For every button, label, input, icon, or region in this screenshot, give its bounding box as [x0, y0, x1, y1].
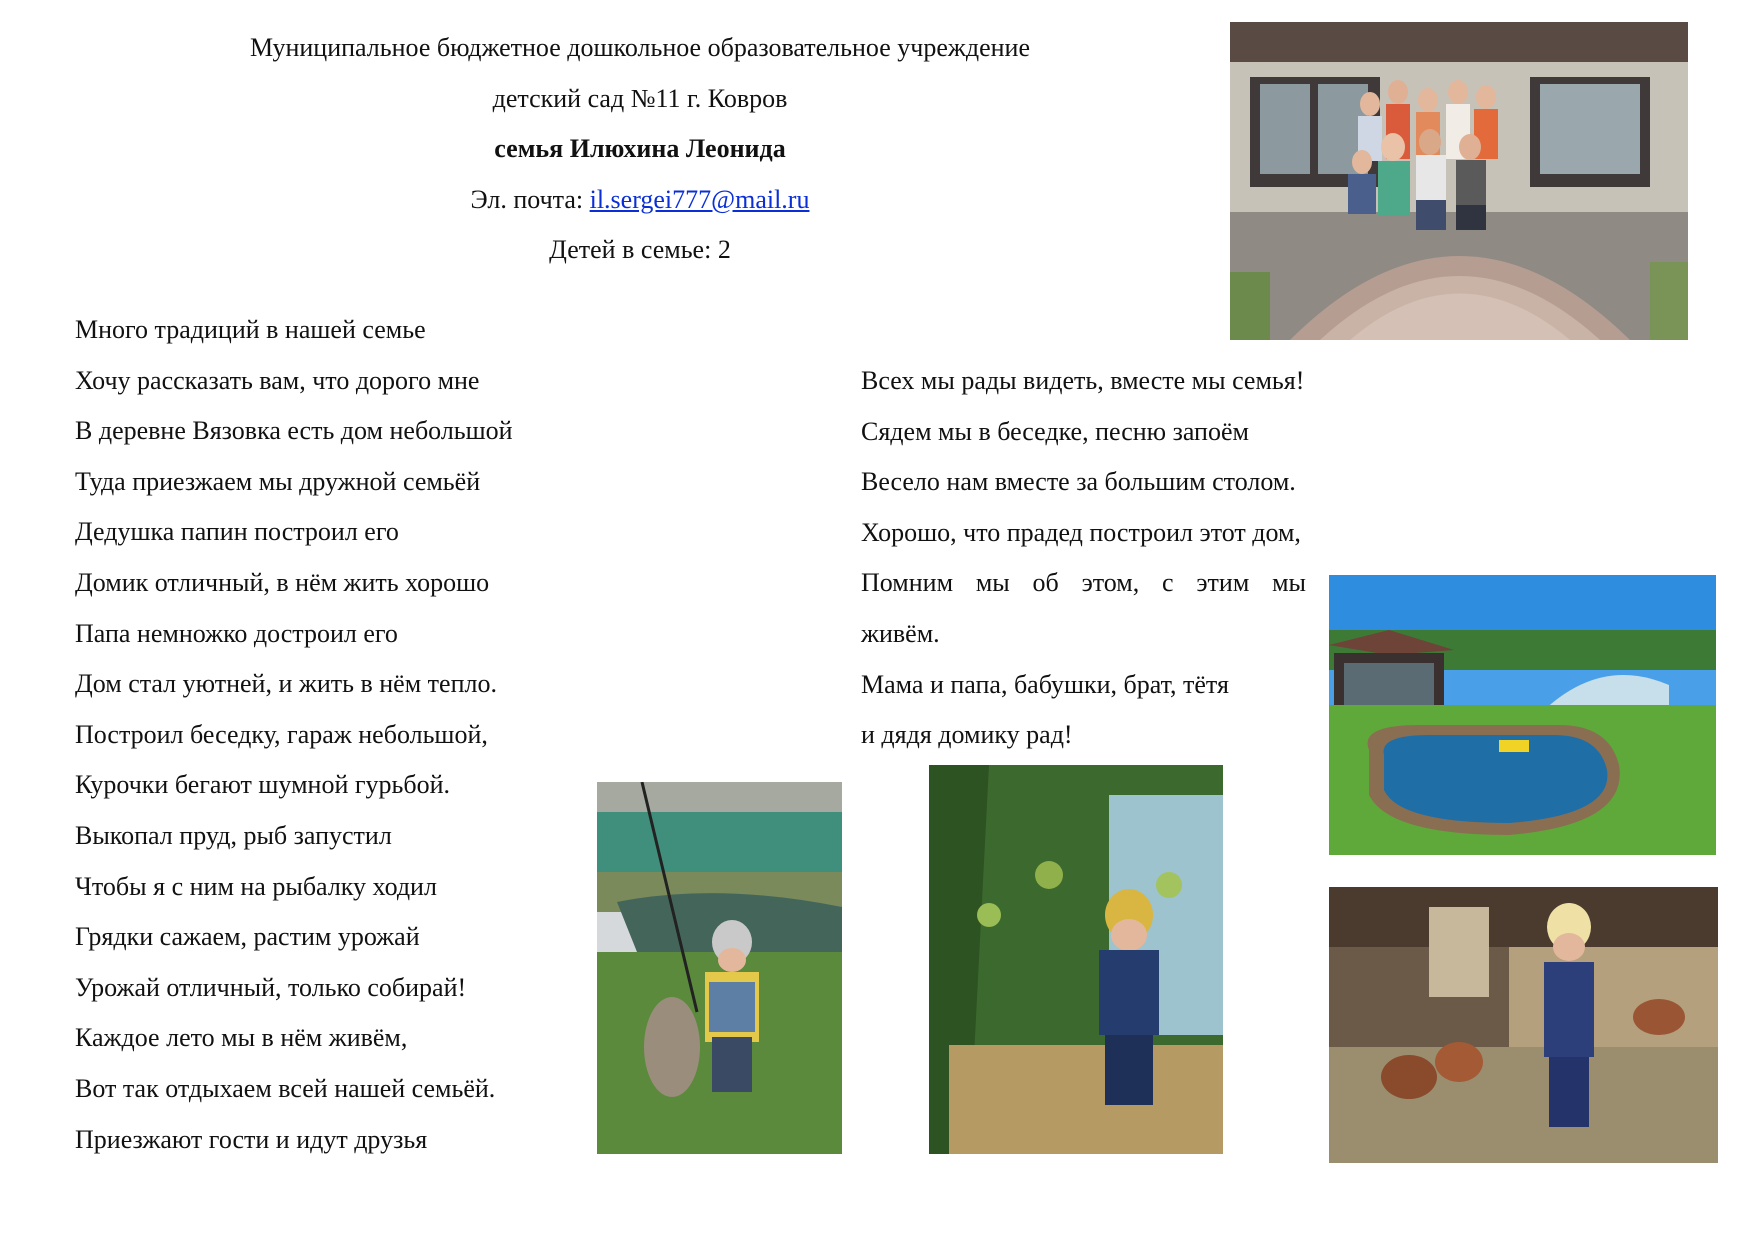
email-line: [160, 180, 1120, 231]
poem-line: Сядем мы в беседке, песню запоём: [861, 416, 1249, 446]
poem-line: Много традиций в нашей семье: [75, 315, 426, 344]
boy-chickens-photo: [1329, 887, 1718, 1163]
poem-line: [861, 563, 1306, 614]
boy-fishing-photo: [597, 782, 842, 1154]
poem-line: Хочу рассказать вам, что дорого мне: [75, 365, 480, 395]
poem-line: и дядя домику рад!: [861, 720, 1073, 750]
poem-line: Мама и папа, бабушки, брат, тётя: [861, 669, 1229, 699]
poem-line: Чтобы я с ним на рыбалку ходил: [75, 871, 437, 901]
poem-line: Туда приезжаем мы дружной семьёй: [75, 466, 481, 496]
family-porch-photo: [1230, 22, 1688, 340]
poem-line: Папа немножко достроил его: [75, 618, 398, 648]
poem-right-column: [861, 361, 1316, 766]
poem-line: Всех мы рады видеть, вместе мы семья!: [861, 366, 1305, 395]
institution-name: Муниципальное бюджетное дошкольное образовательное учреждение: [250, 33, 1030, 62]
poem-line: Хорошо, что прадед построил этот дом,: [861, 517, 1301, 547]
poem-line: Весело нам вместе за большим столом.: [861, 467, 1296, 497]
poem-line: Построил беседку, гараж небольшой,: [75, 719, 488, 749]
email-link[interactable]: il.sergei777@mail.ru: [589, 184, 810, 214]
kindergarten-name: детский сад №11 г. Ковров: [492, 83, 788, 113]
poem-line: Дедушка папин построил его: [75, 517, 399, 547]
poem-line: живём.: [861, 618, 940, 648]
poem-line-justified: Помним мы об этом, с этим мы: [861, 568, 1306, 598]
boy-tomatoes-photo: [929, 765, 1223, 1154]
poem-line: Грядки сажаем, растим урожай: [75, 922, 420, 952]
family-name: семья Илюхина Леонида: [494, 134, 786, 163]
poem-line: Домик отличный, в нём жить хорошо: [75, 567, 490, 597]
poem-line: Приезжают гости и идут друзья: [75, 1124, 428, 1154]
poem-line: Каждое лето мы в нём живём,: [75, 1023, 408, 1053]
email-label: Эл. почта:: [470, 184, 590, 214]
poem-left-column: [75, 310, 513, 1170]
poem-line: Курочки бегают шумной гурьбой.: [75, 770, 451, 800]
document-header: [160, 28, 1120, 281]
children-count: Детей в семье: 2: [549, 235, 731, 264]
poem-line: Выкопал пруд, рыб запустил: [75, 820, 392, 850]
pool-gazebo-photo: [1329, 575, 1716, 855]
poem-line: Урожай отличный, только собирай!: [75, 972, 467, 1002]
poem-line: Дом стал уютней, и жить в нём тепло.: [75, 669, 497, 699]
poem-line: Вот так отдыхаем всей нашей семьёй.: [75, 1073, 496, 1103]
poem-line: В деревне Вязовка есть дом небольшой: [75, 416, 513, 446]
